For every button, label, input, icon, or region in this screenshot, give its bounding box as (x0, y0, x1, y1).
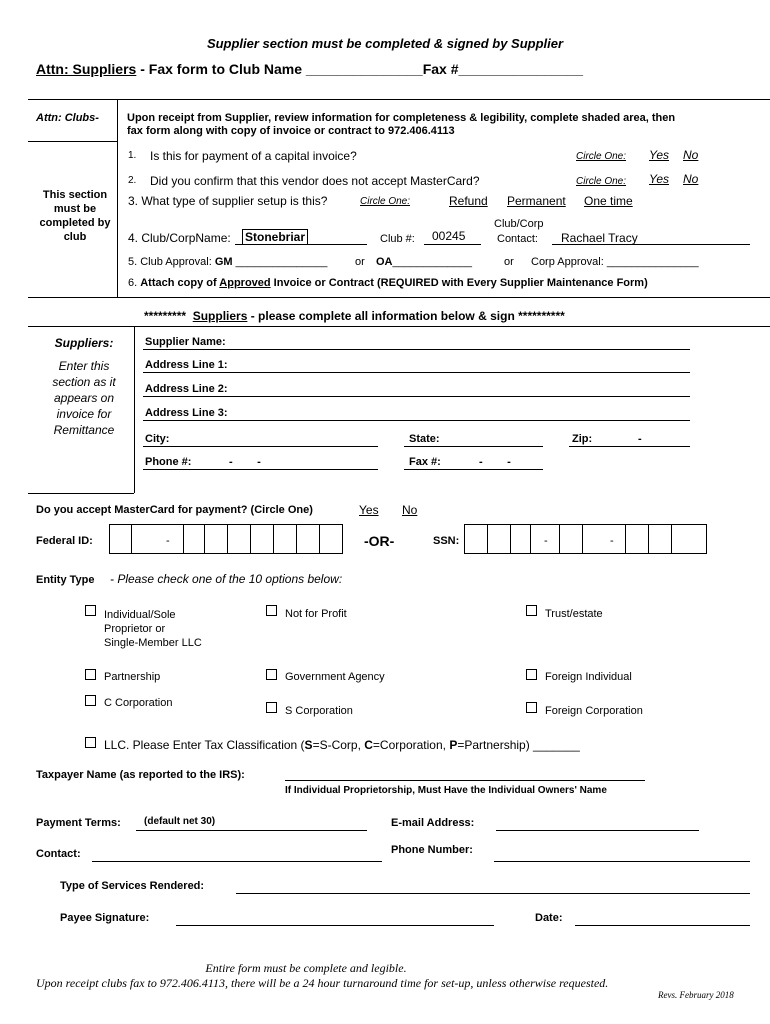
suppliers-banner (144, 309, 565, 323)
suppliers-side-note (36, 358, 132, 438)
phone-field[interactable] (143, 469, 378, 470)
llc-text-2: =S-Corp, (312, 738, 365, 752)
foreign-corporation-checkbox[interactable] (526, 702, 537, 713)
suppliers-side-note-line: Remittance (53, 423, 115, 437)
approval-or-2: or (504, 256, 514, 268)
s-corporation-checkbox[interactable] (266, 702, 277, 713)
suppliers-side-note-line: invoice for (56, 407, 112, 421)
address-line-2-label: Address Line 2: (145, 383, 228, 395)
ssn-label: SSN: (433, 535, 460, 547)
supplier-name-field[interactable] (143, 349, 690, 350)
federal-id-box-separator (273, 524, 274, 553)
email-field[interactable] (496, 830, 699, 831)
club-side-label-line: must be (53, 203, 97, 215)
mastercard-question: Do you accept MasterCard for payment? (Circle One) (36, 504, 313, 516)
payment-terms-default: (default net 30) (144, 816, 216, 827)
attach-text-2: Invoice or Contract (REQUIRED with Every Supplier Maintenance Form) (270, 277, 648, 289)
contact-field[interactable] (92, 861, 382, 862)
club-side-label-line: completed by (39, 217, 111, 229)
banner-suppliers-label: Suppliers (192, 309, 248, 323)
club-section-bottom-border (28, 297, 770, 298)
fax-dashes: - - (479, 456, 511, 468)
club-name-label: 4. Club/CorpName: (128, 231, 231, 245)
c-corporation-checkbox[interactable] (85, 695, 96, 706)
federal-id-dash: - (166, 535, 170, 547)
email-label: E-mail Address: (391, 817, 475, 829)
services-rendered-label: Type of Services Rendered: (60, 880, 205, 892)
zip-field[interactable] (569, 446, 690, 447)
foreign-individual-checkbox[interactable] (526, 669, 537, 680)
llc-checkbox[interactable] (85, 737, 96, 748)
q2-circle-one: Circle One: (576, 176, 627, 187)
attn-suppliers-label: Attn: Suppliers (36, 61, 137, 77)
city-label: City: (145, 433, 170, 445)
suppliers-side-note-line: Enter this (58, 359, 110, 373)
ssn-box-separator (706, 524, 707, 553)
llc-text-4[interactable]: =Partnership) _______ (457, 738, 580, 752)
or-separator: -OR- (364, 533, 395, 549)
llc-s: S (304, 738, 313, 752)
government-agency-label: Government Agency (285, 671, 385, 683)
club-number-underline (424, 244, 481, 245)
individual-option-label (104, 608, 202, 650)
club-instruction-line2: fax form along with copy of invoice or contract to 972.406.4113 (127, 125, 455, 137)
federal-id-box-separator (131, 524, 132, 553)
oa-label: OA (376, 256, 393, 268)
footer-turnaround-note: Upon receipt clubs fax to 972.406.4113, there will be a 24 hour turnaround time for set-up, unless otherwise requested. (36, 976, 609, 990)
address-line-1-label: Address Line 1: (145, 359, 228, 371)
footer-legibility-note: Entire form must be complete and legible. (205, 961, 407, 975)
q1-yes-option[interactable]: Yes (649, 148, 670, 162)
setup-permanent-option[interactable]: Permanent (507, 194, 566, 208)
entity-type-label: Entity Type (36, 574, 95, 586)
club-side-label (36, 188, 114, 244)
federal-id-box-edge (109, 524, 110, 553)
llc-p: P (449, 738, 458, 752)
gm-signature-line[interactable]: _______________ (232, 256, 328, 268)
attach-approved: Approved (219, 277, 271, 289)
club-name-value[interactable]: Stonebriar (242, 229, 308, 245)
gm-label: GM (214, 256, 233, 268)
state-label: State: (409, 433, 440, 445)
form-title: Supplier section must be completed & signed by Supplier (206, 36, 564, 51)
ssn-box-separator (582, 524, 583, 553)
phone-label: Phone #: (145, 456, 192, 468)
ssn-box-separator (625, 524, 626, 553)
phone-dashes: - - (229, 456, 261, 468)
phone-number-field[interactable] (494, 861, 750, 862)
partnership-checkbox[interactable] (85, 669, 96, 680)
attn-clubs-label: Attn: Clubs- (36, 112, 99, 124)
club-label-divider (28, 141, 117, 142)
ssn-box-separator (510, 524, 511, 553)
federal-id-field[interactable] (109, 524, 343, 554)
corp-approval-line[interactable]: Corp Approval: _______________ (531, 256, 699, 268)
ssn-dash-2: - (610, 535, 614, 547)
q3-setup-type: 3. What type of supplier setup is this? (128, 194, 328, 208)
mastercard-no-option[interactable]: No (402, 503, 418, 517)
payee-signature-label: Payee Signature: (60, 912, 150, 924)
club-side-label-line: This section (42, 189, 108, 201)
taxpayer-name-note: If Individual Proprietorship, Must Have the Individual Owners' Name (285, 785, 607, 796)
oa-approval (376, 256, 472, 268)
suppliers-side-title: Suppliers: (54, 336, 114, 350)
club-instruction-line1: Upon receipt from Supplier, review information for completeness & legibility, complete shaded area, then (127, 112, 676, 124)
ssn-box-edge (464, 524, 465, 553)
banner-stars: ********* (144, 309, 187, 323)
ssn-box-separator (530, 524, 531, 553)
individual-label-line: Single-Member LLC (104, 637, 202, 649)
ssn-dash-1: - (544, 535, 548, 547)
club-section-top-border (28, 99, 770, 100)
zip-label: Zip: (572, 433, 593, 445)
suppliers-side-note-line: appears on (53, 391, 115, 405)
federal-id-box-separator (183, 524, 184, 553)
address-line-3-field[interactable] (143, 420, 690, 421)
ssn-box-separator (671, 524, 672, 553)
attn-suppliers-line (36, 61, 583, 77)
foreign-individual-label: Foreign Individual (545, 671, 632, 683)
revision-date: Revs. February 2018 (658, 990, 734, 1000)
q1-no-option[interactable]: No (683, 148, 699, 162)
club-side-label-line: club (63, 231, 87, 243)
individual-checkbox[interactable] (85, 605, 96, 616)
individual-label-line: Proprietor or (104, 623, 166, 635)
llc-label (104, 738, 580, 752)
s-corporation-label: S Corporation (285, 705, 353, 717)
suppliers-section-divider (134, 327, 135, 493)
ssn-box-separator (559, 524, 560, 553)
q1-capital-invoice: Is this for payment of a capital invoice? (150, 149, 357, 163)
foreign-corporation-label: Foreign Corporation (545, 705, 643, 717)
q2-number: 2. (128, 175, 137, 186)
federal-id-box-separator (227, 524, 228, 553)
club-number-value[interactable]: 00245 (432, 229, 466, 243)
supplier-name-label: Supplier Name: (145, 336, 226, 348)
federal-id-box-separator (342, 524, 343, 553)
payee-signature-field[interactable] (176, 925, 494, 926)
contact-value[interactable]: Rachael Tracy (561, 231, 638, 245)
q2-mastercard-confirm: Did you confirm that this vendor does not accept MasterCard? (150, 174, 480, 188)
date-field[interactable] (575, 925, 750, 926)
partnership-label: Partnership (104, 671, 161, 683)
q2-yes-option[interactable]: Yes (649, 172, 670, 186)
state-field[interactable] (404, 446, 543, 447)
date-label: Date: (535, 912, 563, 924)
llc-c: C (364, 738, 373, 752)
individual-label-line: Individual/Sole (104, 609, 176, 621)
federal-id-box-separator (250, 524, 251, 553)
setup-refund-option[interactable]: Refund (449, 194, 488, 208)
trust-estate-checkbox[interactable] (526, 605, 537, 616)
services-rendered-field[interactable] (236, 893, 750, 894)
attach-text-1: Attach copy of (140, 277, 220, 289)
government-agency-checkbox[interactable] (266, 669, 277, 680)
llc-text-1: LLC. Please Enter Tax Classification ( (104, 738, 305, 752)
fax-to-club-text: - Fax form to Club Name _______________Fax #________________ (136, 61, 584, 77)
federal-id-box-separator (296, 524, 297, 553)
address-line-3-label: Address Line 3: (145, 407, 228, 419)
contact-label-top: Club/Corp (494, 218, 544, 230)
not-for-profit-checkbox[interactable] (266, 605, 277, 616)
ssn-box-separator (648, 524, 649, 553)
q1-number: 1. (128, 150, 137, 161)
llc-text-3: =Corporation, (372, 738, 450, 752)
banner-instruction: - please complete all information below & sign ********** (247, 309, 565, 323)
suppliers-side-bottom (28, 493, 134, 494)
taxpayer-name-label: Taxpayer Name (as reported to the IRS): (36, 769, 245, 781)
entity-type-instruction: - Please check one of the 10 options below: (110, 572, 343, 586)
address-line-1-field[interactable] (143, 372, 690, 373)
city-field[interactable] (143, 446, 378, 447)
club-number-label: Club #: (380, 233, 415, 245)
mastercard-yes-option[interactable]: Yes (359, 503, 379, 517)
payment-terms-field[interactable] (136, 830, 367, 831)
taxpayer-name-field[interactable] (285, 780, 645, 781)
oa-signature-line[interactable]: _____________ (392, 256, 473, 268)
club-approval-line (128, 256, 327, 268)
contact-label: Contact: (36, 848, 81, 860)
payment-terms-label: Payment Terms: (36, 817, 121, 829)
c-corporation-label: C Corporation (104, 697, 173, 709)
trust-estate-label: Trust/estate (545, 608, 603, 620)
federal-id-box-separator (319, 524, 320, 553)
address-line-2-field[interactable] (143, 396, 690, 397)
club-approval-label: 5. Club Approval: (128, 256, 215, 268)
attach-number: 6. (128, 277, 141, 289)
suppliers-section-top-border (28, 326, 770, 327)
ssn-box-separator (487, 524, 488, 553)
setup-one-time-option[interactable]: One time (584, 194, 633, 208)
fax-field[interactable] (404, 469, 543, 470)
contact-label-bottom: Contact: (497, 233, 538, 245)
phone-number-label: Phone Number: (391, 844, 473, 856)
suppliers-side-note-line: section as it (52, 375, 116, 389)
federal-id-label: Federal ID: (36, 535, 93, 547)
zip-dash: - (638, 433, 642, 445)
attach-copy-line (128, 277, 648, 289)
fax-label: Fax #: (409, 456, 441, 468)
q2-no-option[interactable]: No (683, 172, 699, 186)
federal-id-box-separator (204, 524, 205, 553)
q1-circle-one: Circle One: (576, 151, 627, 162)
q3-circle-one: Circle One: (360, 196, 411, 207)
club-section-divider (117, 100, 118, 297)
not-for-profit-label: Not for Profit (285, 608, 347, 620)
approval-or-1: or (355, 256, 365, 268)
